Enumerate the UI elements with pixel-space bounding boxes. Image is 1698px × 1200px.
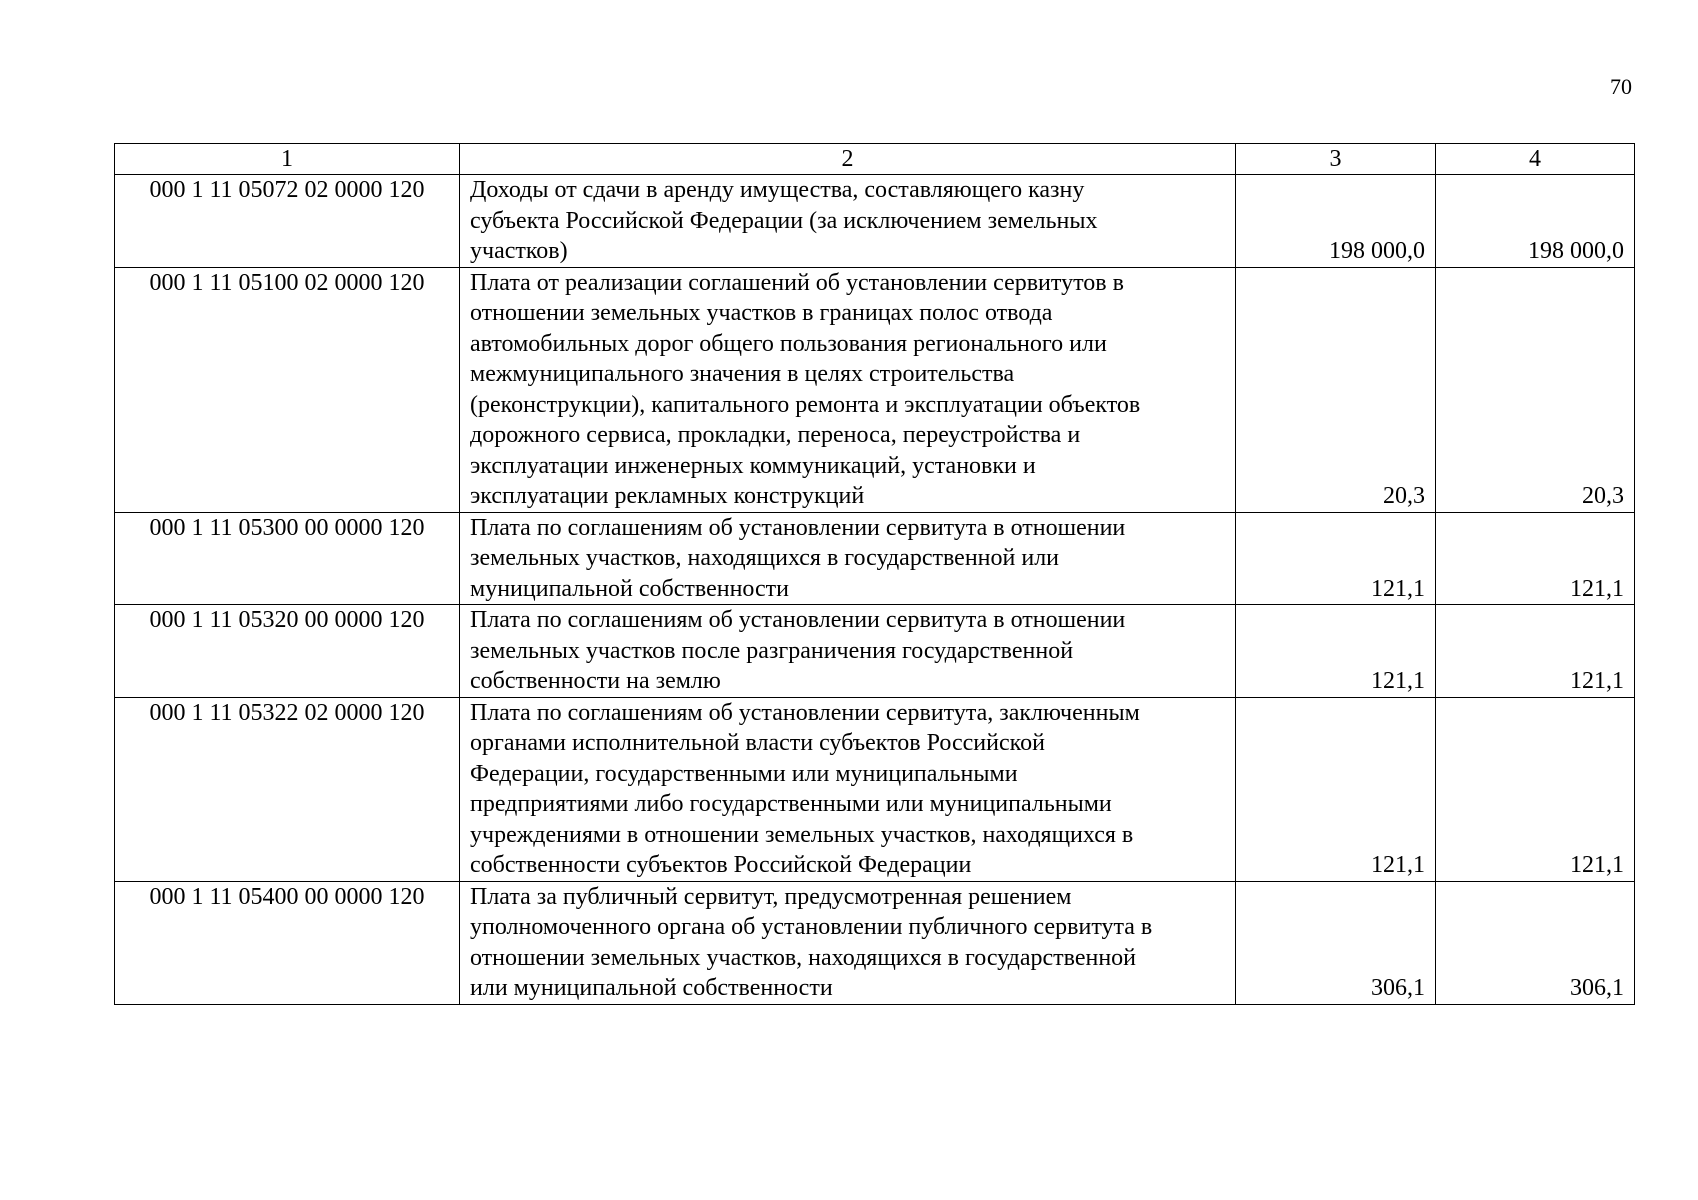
table-row	[115, 267, 1635, 512]
amount-col4-cell: 121,1	[1436, 605, 1635, 698]
revenue-name-line: эксплуатации инженерных коммуникаций, установки и	[470, 452, 1036, 479]
revenue-name-line: межмуниципального значения в целях строительства	[470, 361, 1015, 387]
page-number: 70	[1610, 74, 1632, 99]
revenue-name-line: собственности на землю	[470, 668, 721, 694]
revenue-name-cell	[460, 605, 1236, 698]
revenue-name-line: субъекта Российской Федерации (за исключением земельных	[470, 207, 1098, 234]
amount-col4-cell: 198 000,0	[1436, 175, 1635, 268]
revenue-name-line: Плата по соглашениям об установлении сервитута, заключенным	[470, 699, 1140, 726]
revenue-name-line: (реконструкции), капитального ремонта и эксплуатации объектов	[470, 391, 1141, 418]
revenue-name-line: предприятиями либо государственными или муниципальными	[470, 791, 1112, 817]
table-row	[115, 697, 1635, 881]
revenue-name-cell	[460, 512, 1236, 605]
revenue-name-line: дорожного сервиса, прокладки, переноса, переустройства и	[470, 422, 1081, 448]
revenue-name-cell	[460, 697, 1236, 881]
budget-code-cell: 000 1 11 05072 02 0000 120	[115, 175, 460, 268]
revenue-name-line: собственности субъектов Российской Федерации	[470, 852, 972, 878]
column-header-2: 2	[460, 144, 1236, 175]
revenue-name-line: отношении земельных участков, находящихся в государственной	[470, 944, 1137, 971]
budget-code-cell: 000 1 11 05320 00 0000 120	[115, 605, 460, 698]
revenue-name-cell	[460, 881, 1236, 1004]
revenue-name-line: земельных участков, находящихся в государственной или	[470, 545, 1060, 571]
revenue-name-line: органами исполнительной власти субъектов Российской	[470, 730, 1045, 756]
revenue-name-line: эксплуатации рекламных конструкций	[470, 483, 865, 509]
table-header-row	[115, 144, 1635, 175]
revenue-name-line: Плата по соглашениям об установлении сервитута в отношении	[470, 607, 1126, 633]
revenue-name-line: учреждениями в отношении земельных участков, находящихся в	[470, 821, 1134, 848]
revenue-name-line: земельных участков после разграничения государственной	[470, 637, 1074, 664]
revenue-name-line: или муниципальной собственности	[470, 975, 833, 1001]
amount-col3-cell: 121,1	[1236, 512, 1436, 605]
revenue-name-line: Федерации, государственными или муниципальными	[470, 760, 1018, 787]
amount-col4-cell: 121,1	[1436, 512, 1635, 605]
revenue-name-line: Плата за публичный сервитут, предусмотренная решением	[470, 883, 1072, 910]
revenue-name-cell	[460, 175, 1236, 268]
table-row	[115, 605, 1635, 698]
table-row	[115, 512, 1635, 605]
revenue-name-line: участков)	[470, 238, 568, 264]
budget-code-cell: 000 1 11 05300 00 0000 120	[115, 512, 460, 605]
column-header-3: 3	[1236, 144, 1436, 175]
table-body	[115, 144, 1635, 1005]
amount-col4-cell: 20,3	[1436, 267, 1635, 512]
amount-col3-cell: 121,1	[1236, 697, 1436, 881]
revenue-name-line: Плата по соглашениям об установлении сервитута в отношении	[470, 514, 1126, 541]
amount-col3-cell: 198 000,0	[1236, 175, 1436, 268]
amount-col4-cell: 306,1	[1436, 881, 1635, 1004]
amount-col3-cell: 20,3	[1236, 267, 1436, 512]
revenue-name-cell	[460, 267, 1236, 512]
budget-revenue-table	[114, 143, 1635, 1005]
revenue-name-line: муниципальной собственности	[470, 575, 789, 602]
revenue-name-line: Плата от реализации соглашений об установлении сервитутов в	[470, 269, 1124, 296]
revenue-name-line: уполномоченного органа об установлении публичного сервитута в	[470, 914, 1153, 940]
amount-col3-cell: 121,1	[1236, 605, 1436, 698]
column-header-4: 4	[1436, 144, 1635, 175]
amount-col3-cell: 306,1	[1236, 881, 1436, 1004]
budget-code-cell: 000 1 11 05100 02 0000 120	[115, 267, 460, 512]
table-row	[115, 175, 1635, 268]
table-row	[115, 881, 1635, 1004]
revenue-name-line: отношении земельных участков в границах полос отвода	[470, 300, 1053, 326]
budget-code-cell: 000 1 11 05400 00 0000 120	[115, 881, 460, 1004]
column-header-1: 1	[115, 144, 460, 175]
amount-col4-cell: 121,1	[1436, 697, 1635, 881]
revenue-name-line: автомобильных дорог общего пользования регионального или	[470, 330, 1107, 357]
budget-code-cell: 000 1 11 05322 02 0000 120	[115, 697, 460, 881]
revenue-name-line: Доходы от сдачи в аренду имущества, составляющего казну	[470, 177, 1085, 203]
